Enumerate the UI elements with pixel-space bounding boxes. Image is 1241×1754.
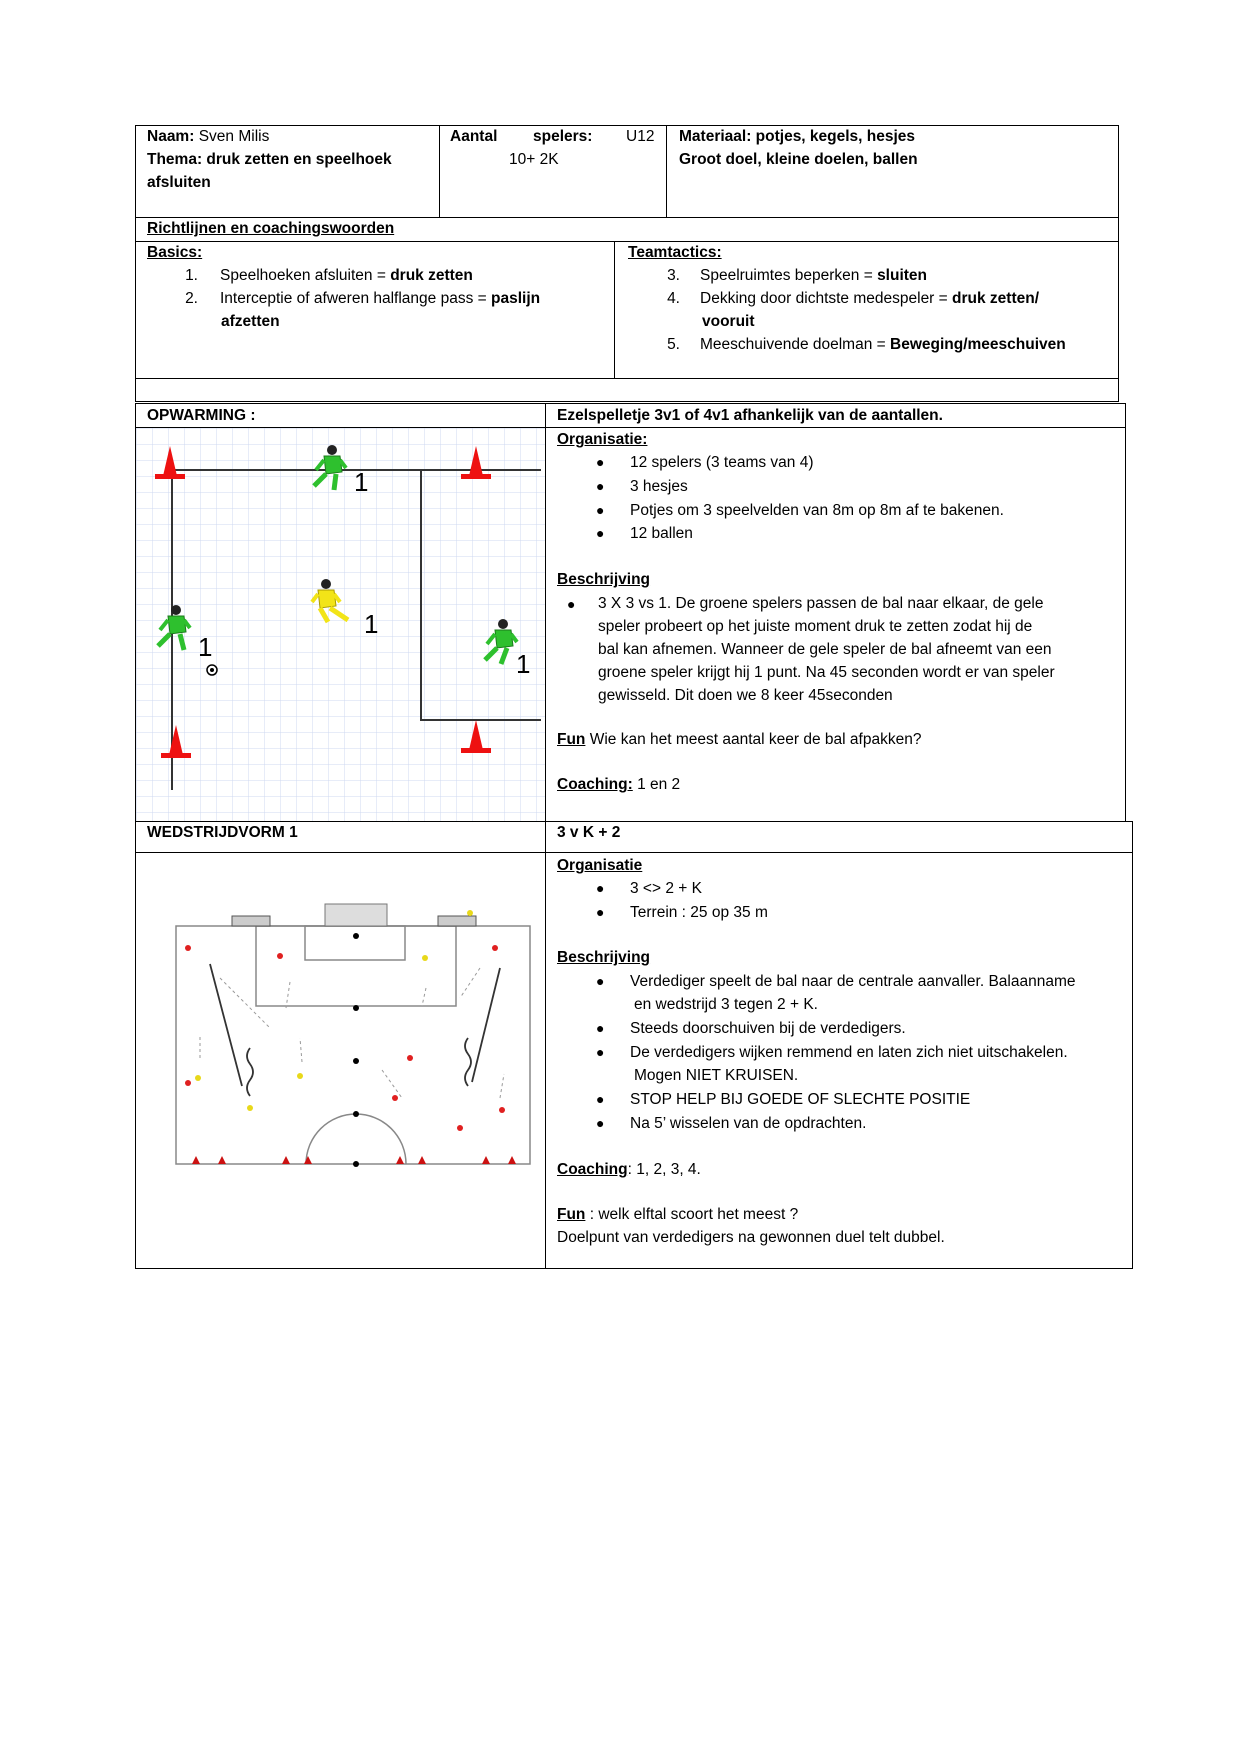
list-item: 3 <> 2 + K bbox=[630, 880, 702, 897]
player-number-label: 1 bbox=[364, 609, 379, 639]
warmup-coaching: Coaching: 1 en 2 bbox=[557, 776, 681, 793]
warmup-diagram bbox=[136, 428, 545, 821]
warmup-org-title: Organisatie: bbox=[557, 431, 648, 448]
bullet-icon: ● bbox=[567, 596, 576, 612]
list-item: De verdedigers wijken remmend en laten zich niet uitschakelen. bbox=[630, 1044, 1068, 1061]
match-title: WEDSTRIJDVORM 1 bbox=[147, 824, 298, 841]
thema-label-2: afsluiten bbox=[147, 174, 211, 191]
pitch-lines bbox=[176, 926, 530, 1164]
list-item: Steeds doorschuiven bij de verdedigers. bbox=[630, 1020, 906, 1037]
list-item-cont: Mogen NIET KRUISEN. bbox=[634, 1067, 799, 1084]
bullet-icon: ● bbox=[596, 1044, 605, 1060]
bullet-icon: ● bbox=[596, 1115, 605, 1131]
match-fun: Fun : welk elftal scoort het meest ? bbox=[557, 1206, 799, 1223]
bullet-icon: ● bbox=[596, 478, 605, 494]
aantal-label: Aantal bbox=[450, 128, 498, 145]
spelers-count: 10+ 2K bbox=[509, 151, 559, 168]
bullet-icon: ● bbox=[596, 904, 605, 920]
teamtactics-item-4-cont: vooruit bbox=[702, 313, 755, 330]
bullet-icon: ● bbox=[596, 525, 605, 541]
basics-item-2-cont: afzetten bbox=[221, 313, 280, 330]
list-item: 12 spelers (3 teams van 4) bbox=[630, 454, 814, 471]
age-group: U12 bbox=[626, 128, 655, 145]
list-item: Potjes om 3 speelvelden van 8m op 8m af te bakenen. bbox=[630, 502, 1004, 519]
thema-label: Thema: druk zetten en speelhoek bbox=[147, 151, 392, 168]
list-item: Verdediger speelt de bal naar de centrale aanvaller. Balaanname bbox=[630, 973, 1076, 990]
list-item: 12 ballen bbox=[630, 525, 693, 542]
warmup-title: OPWARMING : bbox=[147, 407, 256, 424]
ball-icon bbox=[207, 665, 217, 675]
bullet-icon: ● bbox=[596, 1020, 605, 1036]
player-number-label: 1 bbox=[516, 649, 531, 679]
warmup-desc-title: Beschrijving bbox=[557, 571, 651, 588]
warmup-exercise: Ezelspelletje 3v1 of 4v1 afhankelijk van de aantallen. bbox=[557, 407, 943, 424]
list-item: Na 5’ wisselen van de opdrachten. bbox=[630, 1115, 867, 1132]
pass-arrows bbox=[200, 968, 504, 1098]
center-dots bbox=[353, 933, 359, 1167]
bullet-icon: ● bbox=[596, 880, 605, 896]
match-org-title: Organisatie bbox=[557, 857, 643, 874]
warmup-fun: Fun Wie kan het meest aantal keer de bal afpakken? bbox=[557, 731, 922, 748]
materiaal-line2: Groot doel, kleine doelen, ballen bbox=[679, 151, 918, 168]
red-players bbox=[185, 945, 505, 1131]
naam-cell bbox=[147, 127, 269, 148]
yellow-players bbox=[195, 910, 473, 1111]
match-coaching: Coaching: 1, 2, 3, 4. bbox=[557, 1161, 701, 1178]
match-diagram bbox=[170, 898, 542, 1170]
materiaal-line1: Materiaal: potjes, kegels, hesjes bbox=[679, 128, 916, 145]
guidelines-title: Richtlijnen en coachingswoorden bbox=[147, 220, 395, 237]
bullet-icon: ● bbox=[596, 454, 605, 470]
naam-value: Sven Milis bbox=[198, 128, 270, 145]
bullet-icon: ● bbox=[596, 1091, 605, 1107]
bullet-icon: ● bbox=[596, 502, 605, 518]
player-number-label: 1 bbox=[198, 632, 213, 662]
main-goal-icon bbox=[325, 904, 387, 926]
match-fun-line2: Doelpunt van verdedigers na gewonnen duel telt dubbel. bbox=[557, 1229, 945, 1246]
small-goal-icon bbox=[232, 916, 270, 926]
spelers-label: spelers: bbox=[533, 128, 593, 145]
match-desc-title: Beschrijving bbox=[557, 949, 651, 966]
player-number-label: 1 bbox=[354, 467, 369, 497]
match-exercise: 3 v K + 2 bbox=[557, 824, 621, 841]
list-item: Terrein : 25 op 35 m bbox=[630, 904, 768, 921]
teamtactics-title: Teamtactics: bbox=[628, 244, 722, 261]
list-item: STOP HELP BIJ GOEDE OF SLECHTE POSITIE bbox=[630, 1091, 971, 1108]
small-goal-icon bbox=[438, 916, 476, 926]
list-item: 3 hesjes bbox=[630, 478, 688, 495]
list-item-cont: en wedstrijd 3 tegen 2 + K. bbox=[634, 996, 818, 1013]
naam-label: Naam: bbox=[147, 128, 195, 145]
basics-title: Basics: bbox=[147, 244, 203, 261]
bullet-icon: ● bbox=[596, 973, 605, 989]
